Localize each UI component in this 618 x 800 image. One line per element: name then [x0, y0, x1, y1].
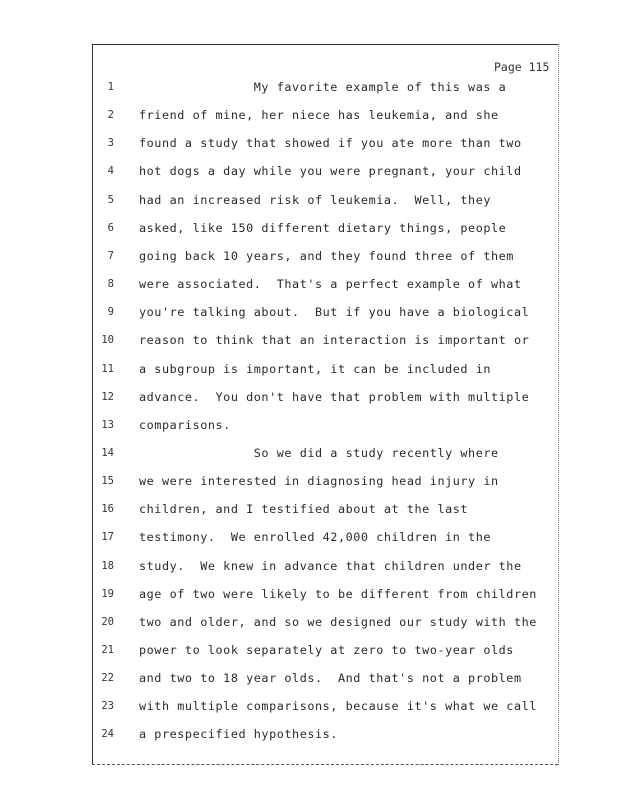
line-number: 16	[101, 503, 114, 515]
transcript-line: power to look separately at zero to two-year olds	[139, 643, 514, 657]
transcript-line: had an increased risk of leukemia. Well, they	[139, 193, 492, 207]
line-number: 3	[107, 137, 114, 149]
line-number: 13	[101, 419, 114, 431]
transcript-line: a prespecified hypothesis.	[139, 727, 338, 741]
line-number: 19	[101, 588, 114, 600]
transcript-line: study. We knew in advance that children under the	[139, 559, 522, 573]
line-number: 5	[107, 194, 114, 206]
line-number: 22	[101, 672, 114, 684]
transcript-line: going back 10 years, and they found three of them	[139, 249, 514, 263]
transcript-line: reason to think that an interaction is important or	[139, 333, 530, 347]
line-number: 12	[101, 391, 114, 403]
transcript-line: hot dogs a day while you were pregnant, your child	[139, 164, 522, 178]
line-number: 10	[101, 334, 114, 346]
transcript-line: you're talking about. But if you have a biological	[139, 305, 530, 319]
page-number: Page 115	[494, 60, 550, 74]
line-number: 9	[107, 306, 114, 318]
transcript-line: found a study that showed if you ate more than two	[139, 136, 522, 150]
transcript-line: with multiple comparisons, because it's what we call	[139, 699, 537, 713]
transcript-line: My favorite example of this was a	[139, 80, 507, 94]
transcript-line: were associated. That's a perfect example of what	[139, 277, 522, 291]
transcript-line: asked, like 150 different dietary things, people	[139, 221, 507, 235]
line-number: 21	[101, 644, 114, 656]
transcript-line: testimony. We enrolled 42,000 children in the	[139, 530, 492, 544]
transcript-line: we were interested in diagnosing head injury in	[139, 474, 499, 488]
transcript-line: age of two were likely to be different from children	[139, 587, 537, 601]
transcript-line: two and older, and so we designed our study with the	[139, 615, 537, 629]
line-number: 6	[107, 222, 114, 234]
line-number: 7	[107, 250, 114, 262]
line-number: 15	[101, 475, 114, 487]
transcript-line: comparisons.	[139, 418, 231, 432]
transcript-line: advance. You don't have that problem with multiple	[139, 390, 530, 404]
line-number: 4	[107, 165, 114, 177]
line-number: 18	[101, 560, 114, 572]
line-number: 24	[101, 728, 114, 740]
line-number: 23	[101, 700, 114, 712]
line-number: 11	[101, 363, 114, 375]
transcript-line: and two to 18 year olds. And that's not a problem	[139, 671, 522, 685]
line-number: 2	[107, 109, 114, 121]
transcript-line: a subgroup is important, it can be included in	[139, 362, 492, 376]
transcript-line: So we did a study recently where	[139, 446, 499, 460]
line-number: 8	[107, 278, 114, 290]
line-number: 17	[101, 531, 114, 543]
page-bottom-border	[92, 764, 558, 765]
line-number: 20	[101, 616, 114, 628]
transcript-line: children, and I testified about at the last	[139, 502, 469, 516]
transcript-line: friend of mine, her niece has leukemia, and she	[139, 108, 499, 122]
line-number: 1	[107, 81, 114, 93]
line-number: 14	[101, 447, 114, 459]
